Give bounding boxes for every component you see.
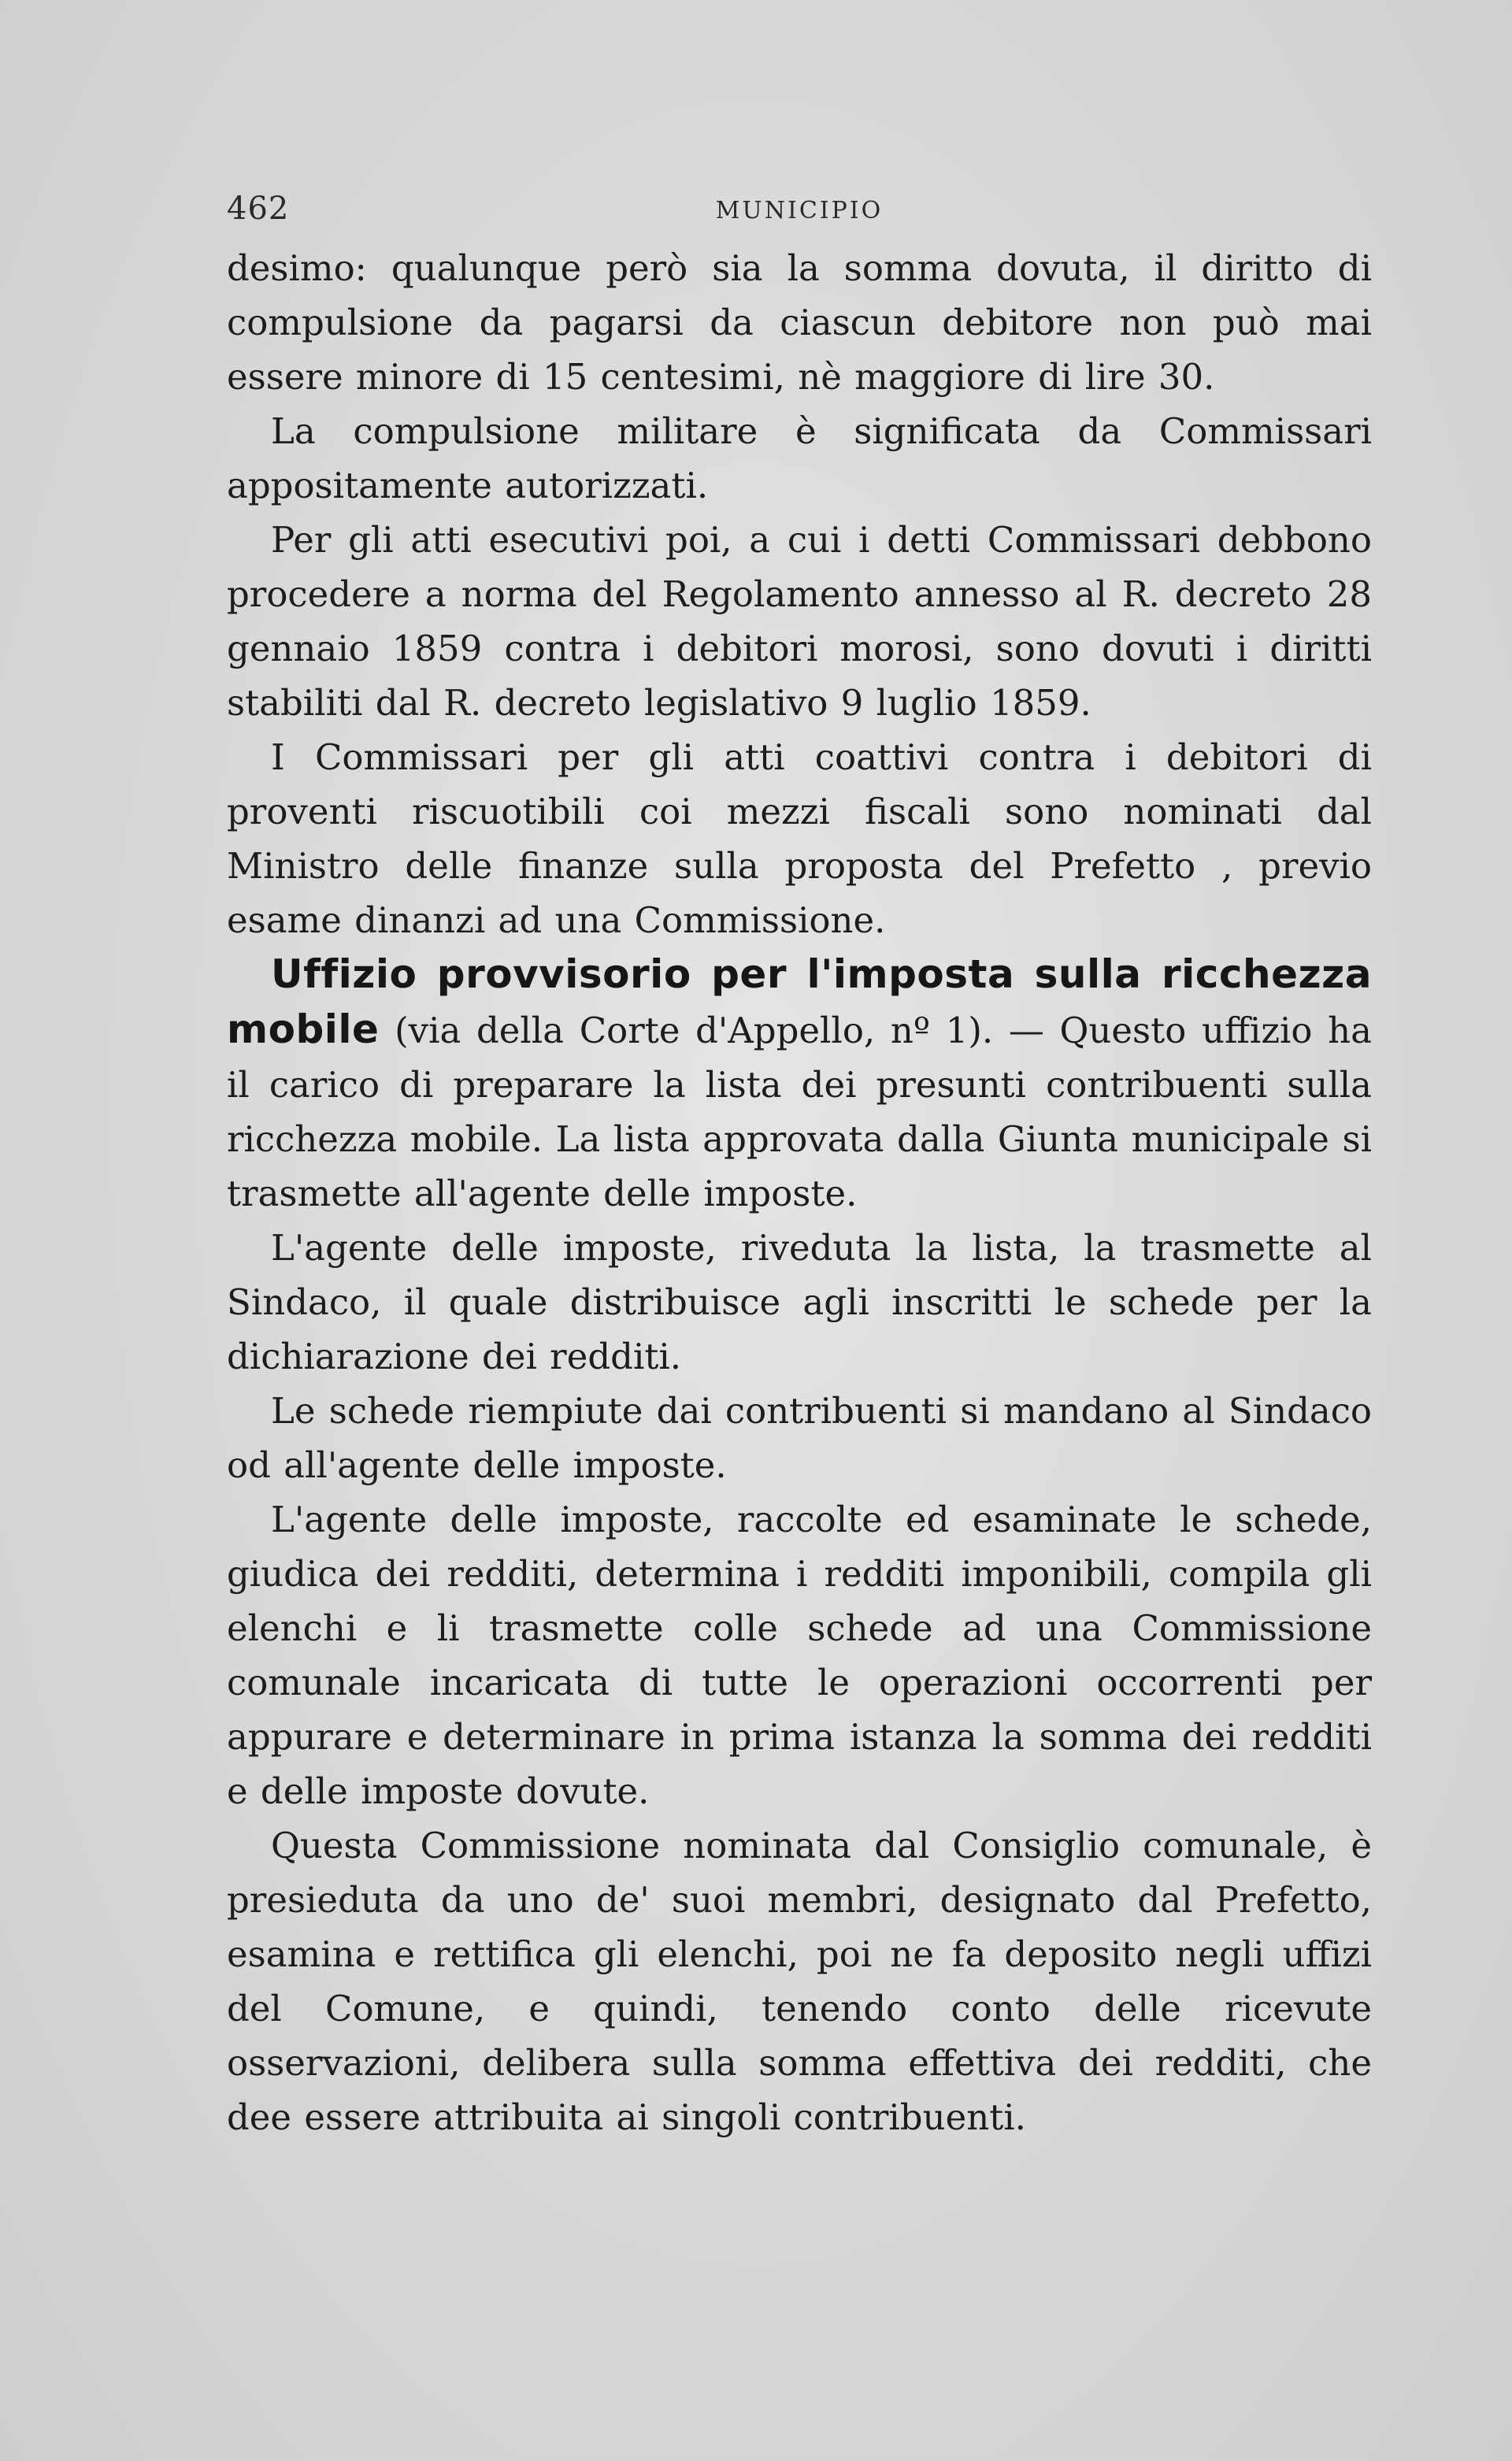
section-title: MUNICIPIO [715,197,884,224]
entry-paragraph [227,947,1372,1221]
paragraph [227,1492,1372,1818]
paragraph [227,241,1372,404]
running-head [227,191,1372,238]
paragraph-text: La compulsione militare è significata da Commissari appositamente autorizzati. [227,410,1372,506]
paragraph [227,730,1372,947]
entry-heading: Uffizio provvisorio per l'imposta sulla ricchezza mobile [227,951,1372,1052]
body-text [227,241,1372,2144]
paragraph-text: L'agente delle imposte, raccolte ed esaminate le schede, giudica dei redditi, determina i redditi imponibili, compila gli elenchi e li trasmette colle schede ad una Commissione comunale incaricata di tutte le operazioni occorrenti per appurare e determinare in prima istanza la somma dei redditi e delle imposte dovute. [227,1499,1372,1812]
paragraph [227,404,1372,513]
paragraph-text: desimo: qualunque però sia la somma dovuta, il diritto di compulsione da pagarsi da ciascun debitore non può mai essere minore di 15 centesimi, nè maggiore di lire 30. [227,247,1372,398]
paragraph [227,1818,1372,2144]
paragraph-text: Questa Commissione nominata dal Consiglio comunale, è presieduta da uno de' suoi membri, designato dal Prefetto, esamina e rettifica gli elenchi, poi ne fa deposito negli uffizi del Comune, e quindi, tenendo conto delle ricevute osservazioni, delibera sulla somma effettiva dei redditi, che dee essere attribuita ai singoli contribuenti. [227,1825,1372,2138]
paragraph-text: Le schede riempiute dai contribuenti si mandano al Sindaco od all'agente delle imposte. [227,1390,1372,1486]
paragraph-text: I Commissari per gli atti coattivi contra i debitori di proventi riscuotibili coi mezzi fiscali sono nominati dal Ministro delle finanze sulla proposta del Prefetto , previo esame dinanzi ad una Commissione. [227,736,1372,941]
paragraph-text: L'agente delle imposte, riveduta la lista, la trasmette al Sindaco, il quale distribuisce agli inscritti le schede per la dichiarazione dei redditi. [227,1227,1372,1377]
paragraph-text: (via della Corte d'Appello, nº 1). — Questo uffizio ha il carico di preparare la lista dei presunti contribuenti sulla ricchezza mobile. La lista approvata dalla Giunta municipale si trasmette all'agente delle imposte. [227,1010,1372,1214]
paragraph [227,513,1372,730]
paragraph [227,1384,1372,1492]
page-number: 462 [227,191,290,227]
paragraph-text: Per gli atti esecutivi poi, a cui i detti Commissari debbono procedere a norma del Regolamento annesso al R. decreto 28 gennaio 1859 contra i debitori morosi, sono dovuti i diritti stabiliti dal R. decreto legislativo 9 luglio 1859. [227,519,1372,724]
paragraph [227,1221,1372,1384]
